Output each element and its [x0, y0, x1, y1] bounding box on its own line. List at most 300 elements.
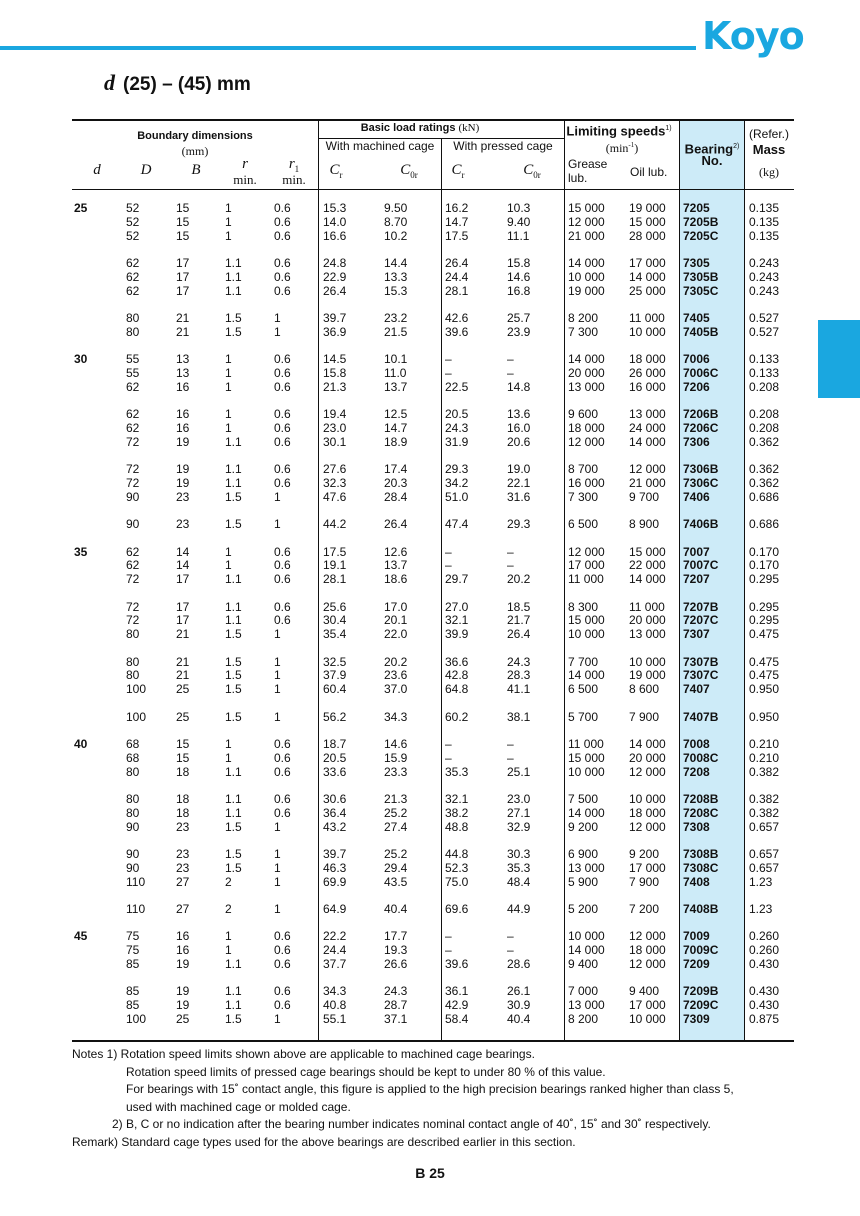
- bearing-no-cell: 7207B: [683, 599, 719, 614]
- col-d-header: d: [93, 162, 101, 178]
- c0r-machined-cell: 8.70: [384, 214, 408, 229]
- c0r-pressed-cell: 15.8: [507, 256, 531, 270]
- r-min-cell: 1.1: [225, 613, 242, 628]
- col-r1-symbol: r: [288, 156, 295, 172]
- cr-symbol: C: [329, 162, 340, 178]
- cr-pressed-cell: 27.0: [445, 599, 469, 614]
- outer-diameter-cell: 80: [126, 668, 140, 683]
- r-min-cell: 1.1: [225, 434, 242, 449]
- r1-min-cell: 0.6: [274, 434, 291, 449]
- cr-pressed-cell: 39.6: [445, 957, 469, 971]
- cr-pressed-cell: 64.8: [445, 682, 469, 697]
- c0r-pressed-cell: 28.3: [507, 668, 531, 683]
- r-min-cell: 1: [225, 737, 232, 751]
- bearing-no-cell: 7007: [683, 544, 710, 559]
- grease-speed-cell: 7 700: [568, 654, 599, 669]
- cr-machined-cell: 28.1: [323, 572, 347, 587]
- r-min-cell: 1.5: [225, 324, 242, 339]
- grease-speed-cell: 7 300: [568, 324, 599, 339]
- cr-machined-cell: 35.4: [323, 627, 347, 642]
- outer-diameter-cell: 75: [126, 929, 140, 944]
- r1-min-cell: 0.6: [274, 476, 291, 490]
- mass-cell: 0.210: [749, 737, 780, 751]
- r-min-cell: 1: [225, 407, 232, 422]
- bore-diameter-cell: 40: [74, 737, 88, 751]
- column-divider: [564, 120, 565, 1040]
- oil-speed-cell: 9 400: [629, 984, 660, 999]
- bearing-no-cell: 7205B: [683, 214, 719, 229]
- r-min-cell: 1: [225, 352, 232, 367]
- cr-pressed-cell: 52.3: [445, 860, 469, 875]
- oil-speed-cell: 18 000: [629, 943, 666, 958]
- mass-cell: 0.135: [749, 201, 780, 215]
- note-1-line-2: Rotation speed limits of pressed cage bearings should be kept to under 80 % of this value.: [126, 1064, 606, 1079]
- c0r-machined-cell: 15.3: [384, 283, 408, 298]
- width-cell: 19: [176, 984, 190, 999]
- mass-cell: 0.527: [749, 311, 780, 325]
- grease-speed-cell: 18 000: [568, 421, 605, 435]
- outer-diameter-cell: 62: [126, 283, 140, 298]
- cr-symbol: C: [451, 162, 462, 178]
- c0r-pressed-cell: 9.40: [507, 214, 531, 229]
- bearing-no-cell: 7009: [683, 929, 710, 944]
- table-bottom-rule: [72, 1040, 794, 1042]
- col-cr-pressed: [451, 164, 464, 182]
- cr-machined-cell: 39.7: [323, 311, 347, 325]
- r1-min-cell: 0.6: [274, 984, 291, 999]
- bearing-no-cell: 7405B: [683, 324, 719, 339]
- c0r-pressed-cell: 40.4: [507, 1012, 531, 1026]
- outer-diameter-cell: 62: [126, 544, 140, 559]
- width-cell: 19: [176, 998, 190, 1013]
- c0r-machined-cell: 34.3: [384, 709, 408, 724]
- oil-lub-header: Oil lub.: [630, 165, 668, 179]
- cr-pressed-cell: 42.6: [445, 311, 469, 325]
- cr-machined-cell: 22.9: [323, 269, 347, 284]
- r-min-cell: 1.5: [225, 668, 242, 683]
- oil-speed-cell: 8 600: [629, 682, 660, 697]
- oil-speed-cell: 14 000: [629, 269, 666, 284]
- outer-diameter-cell: 62: [126, 421, 140, 435]
- mass-cell: 0.950: [749, 682, 780, 697]
- r-min-cell: 1.5: [225, 819, 242, 834]
- c0r-machined-cell: 18.6: [384, 572, 408, 587]
- col-c0r-machined: [400, 164, 418, 182]
- cr-pressed-cell: 34.2: [445, 476, 469, 490]
- bearing-no-cell: 7208: [683, 764, 710, 779]
- r-min-cell: 1: [225, 366, 232, 380]
- r1-min-cell: 0.6: [274, 558, 291, 573]
- c0r-machined-cell: 13.3: [384, 269, 408, 284]
- cr-machined-cell: 37.7: [323, 957, 347, 971]
- cr-machined-cell: 19.1: [323, 558, 347, 573]
- bearing-no-cell: 7407: [683, 682, 710, 697]
- width-cell: 21: [176, 627, 190, 642]
- width-cell: 21: [176, 654, 190, 669]
- grease-speed-cell: 12 000: [568, 434, 605, 449]
- c0r-pressed-cell: –: [507, 750, 514, 765]
- width-cell: 16: [176, 929, 190, 944]
- width-cell: 27: [176, 874, 190, 889]
- cr-pressed-cell: 36.6: [445, 654, 469, 669]
- grease-speed-cell: 15 000: [568, 201, 605, 215]
- column-divider: [318, 120, 319, 1040]
- r1-min-cell: 0.6: [274, 201, 291, 215]
- grease-speed-cell: 11 000: [568, 572, 604, 587]
- c0r-machined-cell: 22.0: [384, 627, 408, 642]
- cr-pressed-cell: 32.1: [445, 792, 469, 806]
- cr-machined-cell: 14.0: [323, 214, 347, 229]
- r1-min-cell: 0.6: [274, 366, 291, 380]
- grease-speed-cell: 13 000: [568, 998, 605, 1013]
- cr-pressed-cell: –: [445, 929, 452, 944]
- oil-speed-cell: 10 000: [629, 324, 666, 339]
- grease-speed-cell: 10 000: [568, 269, 605, 284]
- width-cell: 15: [176, 737, 190, 751]
- r1-min-cell: 1: [274, 847, 281, 861]
- r-min-cell: 1: [225, 379, 232, 394]
- c0r-machined-cell: 25.2: [384, 847, 408, 861]
- outer-diameter-cell: 52: [126, 214, 140, 229]
- bearing-no-header: No.: [701, 153, 723, 168]
- cr-machined-cell: 60.4: [323, 682, 347, 697]
- cr-pressed-cell: 29.7: [445, 572, 469, 587]
- bearing-no-cell: 7406B: [683, 517, 719, 532]
- grease-speed-cell: 14 000: [568, 805, 605, 820]
- title-d-symbol: d: [104, 70, 115, 95]
- r1-min-cell: 0.6: [274, 572, 291, 587]
- cr-machined-cell: 39.7: [323, 847, 347, 861]
- c0r-machined-cell: 11.0: [384, 366, 407, 380]
- grease-speed-cell: 14 000: [568, 352, 605, 367]
- r1-min-cell: 0.6: [274, 228, 291, 243]
- cr-pressed-cell: 31.9: [445, 434, 469, 449]
- cr-pressed-cell: 69.6: [445, 902, 469, 916]
- c0r-pressed-cell: 31.6: [507, 489, 531, 504]
- mass-cell: 0.657: [749, 819, 780, 834]
- outer-diameter-cell: 62: [126, 379, 140, 394]
- col-B-header: B: [191, 162, 201, 178]
- c0r-pressed-cell: –: [507, 366, 514, 380]
- cr-pressed-cell: 75.0: [445, 874, 469, 889]
- cr-machined-cell: 17.5: [323, 544, 347, 559]
- c0r-pressed-cell: 11.1: [507, 228, 530, 243]
- outer-diameter-cell: 110: [126, 902, 146, 916]
- outer-diameter-cell: 62: [126, 269, 140, 284]
- r-min-cell: 1: [225, 558, 232, 573]
- c0r-machined-cell: 17.0: [384, 599, 408, 614]
- oil-speed-cell: 17 000: [629, 256, 666, 270]
- bearing-no-cell: 7306C: [683, 476, 719, 490]
- c0r-pressed-cell: 38.1: [507, 709, 531, 724]
- cr-pressed-cell: 47.4: [445, 517, 469, 532]
- width-cell: 19: [176, 476, 190, 490]
- outer-diameter-cell: 72: [126, 572, 140, 587]
- page-number: B 25: [415, 1165, 445, 1181]
- grease-speed-cell: 5 200: [568, 902, 599, 916]
- width-cell: 16: [176, 421, 190, 435]
- width-cell: 17: [176, 613, 190, 628]
- cr-machined-cell: 15.8: [323, 366, 347, 380]
- r-min-cell: 1.1: [225, 805, 242, 820]
- bearing-no-cell: 7309: [683, 1012, 710, 1026]
- outer-diameter-cell: 80: [126, 805, 140, 820]
- outer-diameter-cell: 72: [126, 599, 140, 614]
- mass-cell: 0.875: [749, 1012, 780, 1026]
- bearing-no-cell: 7009C: [683, 943, 719, 958]
- r-min-cell: 1.5: [225, 847, 242, 861]
- cr-machined-cell: 36.9: [323, 324, 347, 339]
- c0r-machined-cell: 37.0: [384, 682, 408, 697]
- col-r1-min: min.: [282, 172, 306, 187]
- machined-cage-header: With machined cage: [325, 139, 435, 153]
- r1-min-cell: 1: [274, 654, 281, 669]
- limiting-speeds-label: Limiting speeds: [566, 123, 666, 139]
- c0r-machined-cell: 29.4: [384, 860, 408, 875]
- bearing-no-cell: 7207: [683, 572, 710, 587]
- r-min-cell: 1.5: [225, 1012, 242, 1026]
- c0r-symbol: C: [400, 162, 411, 178]
- c0r-machined-cell: 10.2: [384, 228, 408, 243]
- load-ratings-header: [361, 122, 480, 135]
- grease-speed-cell: 14 000: [568, 943, 605, 958]
- bearing-no-cell: 7408B: [683, 902, 719, 916]
- bearing-no-cell: 7308: [683, 819, 710, 834]
- cr-machined-cell: 15.3: [323, 201, 347, 215]
- outer-diameter-cell: 110: [126, 874, 146, 889]
- cr-sub: r: [339, 170, 343, 180]
- bearing-no-cell: 7307B: [683, 654, 719, 669]
- width-cell: 19: [176, 957, 190, 971]
- cr-machined-cell: 20.5: [323, 750, 347, 765]
- c0r-pressed-cell: 44.9: [507, 902, 531, 916]
- outer-diameter-cell: 80: [126, 764, 140, 779]
- r-min-cell: 1: [225, 201, 232, 215]
- cr-machined-cell: 30.6: [323, 792, 347, 806]
- mass-cell: 0.260: [749, 943, 780, 958]
- mass-cell: 0.657: [749, 847, 780, 861]
- bearing-no-cell: 7006: [683, 352, 710, 367]
- header-accent-bar: [0, 46, 696, 50]
- outer-diameter-cell: 80: [126, 627, 140, 642]
- outer-diameter-cell: 90: [126, 517, 140, 532]
- bearing-no-cell: 7308B: [683, 847, 719, 861]
- r1-min-cell: 0.6: [274, 283, 291, 298]
- r-min-cell: 1.5: [225, 627, 242, 642]
- outer-diameter-cell: 100: [126, 1012, 147, 1026]
- limiting-unit-exp: -1: [628, 141, 635, 149]
- width-cell: 16: [176, 379, 190, 394]
- r1-min-cell: 1: [274, 874, 281, 889]
- r1-min-cell: 0.6: [274, 214, 291, 229]
- r1-min-cell: 0.6: [274, 407, 291, 422]
- r-min-cell: 1: [225, 929, 232, 944]
- mass-cell: 0.295: [749, 599, 780, 614]
- width-cell: 17: [176, 599, 190, 614]
- mass-cell: 0.170: [749, 544, 780, 559]
- width-cell: 17: [176, 572, 190, 587]
- oil-speed-cell: 14 000: [629, 572, 666, 587]
- cr-machined-cell: 30.1: [323, 434, 347, 449]
- r-min-cell: 1.1: [225, 599, 242, 614]
- cr-pressed-cell: 24.3: [445, 421, 469, 435]
- width-cell: 23: [176, 860, 190, 875]
- outer-diameter-cell: 62: [126, 407, 140, 422]
- bearing-no-cell: 7206C: [683, 421, 719, 435]
- r1-min-cell: 0.6: [274, 421, 291, 435]
- mass-cell: 0.527: [749, 324, 780, 339]
- pressed-cage-header: With pressed cage: [453, 139, 553, 153]
- mass-cell: 0.295: [749, 572, 780, 587]
- bearing-footnote: 2): [733, 143, 740, 150]
- cr-pressed-cell: 29.3: [445, 462, 469, 477]
- width-cell: 21: [176, 311, 190, 325]
- c0r-machined-cell: 13.7: [384, 558, 408, 573]
- outer-diameter-cell: 62: [126, 256, 140, 270]
- mass-cell: 0.362: [749, 462, 780, 477]
- c0r-machined-cell: 12.5: [384, 407, 408, 422]
- r-min-cell: 1: [225, 214, 232, 229]
- cr-machined-cell: 43.2: [323, 819, 347, 834]
- cr-pressed-cell: 26.4: [445, 256, 469, 270]
- r1-min-cell: 1: [274, 517, 281, 532]
- oil-speed-cell: 12 000: [629, 764, 666, 779]
- cr-pressed-cell: 14.7: [445, 214, 469, 229]
- bearing-no-cell: 7405: [683, 311, 710, 325]
- cr-pressed-cell: 22.5: [445, 379, 469, 394]
- r1-min-cell: 1: [274, 860, 281, 875]
- cr-pressed-cell: 32.1: [445, 613, 469, 628]
- width-cell: 15: [176, 201, 190, 215]
- bearing-no-cell: 7308C: [683, 860, 719, 875]
- r1-min-cell: 0.6: [274, 792, 291, 806]
- mass-cell: 0.243: [749, 283, 780, 298]
- r-min-cell: 1.1: [225, 792, 242, 806]
- cr-pressed-cell: 51.0: [445, 489, 469, 504]
- grease-speed-cell: 5 900: [568, 874, 599, 889]
- outer-diameter-cell: 90: [126, 489, 140, 504]
- mass-cell: 0.430: [749, 957, 780, 971]
- c0r-machined-cell: 23.2: [384, 311, 408, 325]
- bore-diameter-cell: 25: [74, 201, 88, 215]
- bearing-no-cell: 7305: [683, 256, 710, 270]
- c0r-machined-cell: 40.4: [384, 902, 408, 916]
- mass-cell: 0.135: [749, 228, 780, 243]
- note-1-line-3: For bearings with 15˚ contact angle, this figure is applied to the high precision bearings ranked higher than class 5,: [126, 1082, 734, 1096]
- oil-speed-cell: 21 000: [629, 476, 666, 490]
- outer-diameter-cell: 52: [126, 228, 140, 243]
- cr-pressed-cell: 35.3: [445, 764, 469, 779]
- r1-min-cell: 0.6: [274, 943, 291, 958]
- width-cell: 18: [176, 805, 190, 820]
- cr-machined-cell: 32.3: [323, 476, 347, 490]
- grease-speed-cell: 11 000: [568, 737, 604, 751]
- oil-speed-cell: 22 000: [629, 558, 666, 573]
- c0r-sub: 0r: [410, 170, 418, 180]
- mass-cell: 0.657: [749, 860, 780, 875]
- grease-speed-cell: 10 000: [568, 627, 605, 642]
- width-cell: 14: [176, 558, 190, 573]
- r1-min-cell: 0.6: [274, 613, 291, 628]
- outer-diameter-cell: 90: [126, 847, 140, 861]
- mass-unit: (kg): [759, 165, 779, 179]
- outer-diameter-cell: 62: [126, 558, 140, 573]
- section-tab-marker: [818, 320, 860, 398]
- width-cell: 23: [176, 517, 190, 532]
- bearing-no-cell: 7407B: [683, 709, 719, 724]
- col-r-min: min.: [233, 172, 257, 187]
- oil-speed-cell: 17 000: [629, 860, 666, 875]
- mass-cell: 0.382: [749, 805, 780, 820]
- grease-speed-cell: 6 500: [568, 682, 599, 697]
- col-r-header: r: [242, 156, 248, 172]
- outer-diameter-cell: 72: [126, 476, 140, 490]
- c0r-machined-cell: 23.6: [384, 668, 408, 683]
- c0r-machined-cell: 17.4: [384, 462, 408, 477]
- c0r-pressed-cell: 26.1: [507, 984, 531, 999]
- refer-header: (Refer.): [748, 127, 790, 141]
- c0r-pressed-cell: 26.4: [507, 627, 531, 642]
- grease-speed-cell: 19 000: [568, 283, 605, 298]
- boundary-unit: (mm): [181, 144, 209, 158]
- outer-diameter-cell: 55: [126, 352, 140, 367]
- r1-min-cell: 0.6: [274, 737, 291, 751]
- grease-speed-cell: 9 400: [568, 957, 599, 971]
- c0r-pressed-cell: 30.3: [507, 847, 531, 861]
- width-cell: 23: [176, 489, 190, 504]
- grease-lub-header: Grease: [568, 157, 608, 171]
- c0r-machined-cell: 25.2: [384, 805, 408, 820]
- oil-speed-cell: 12 000: [629, 929, 666, 944]
- r-min-cell: 1.1: [225, 269, 242, 284]
- mass-cell: 0.686: [749, 517, 780, 532]
- mass-cell: 0.475: [749, 668, 780, 683]
- c0r-pressed-cell: 19.0: [507, 462, 531, 477]
- width-cell: 21: [176, 324, 190, 339]
- r1-min-cell: 1: [274, 902, 281, 916]
- cr-pressed-cell: –: [445, 352, 452, 367]
- oil-speed-cell: 13 000: [629, 627, 666, 642]
- r1-min-cell: 1: [274, 627, 281, 642]
- oil-speed-cell: 7 200: [629, 902, 660, 916]
- r1-min-cell: 0.6: [274, 269, 291, 284]
- width-cell: 13: [176, 366, 190, 380]
- width-cell: 19: [176, 462, 190, 477]
- grease-speed-cell: 6 500: [568, 517, 599, 532]
- oil-speed-cell: 20 000: [629, 750, 666, 765]
- c0r-pressed-cell: 21.7: [507, 613, 531, 628]
- cr-pressed-cell: 42.8: [445, 668, 469, 683]
- oil-speed-cell: 8 900: [629, 517, 660, 532]
- bearing-no-cell: 7209: [683, 957, 710, 971]
- mass-cell: 0.170: [749, 558, 780, 573]
- cr-pressed-cell: 39.6: [445, 324, 469, 339]
- c0r-pressed-cell: –: [507, 737, 514, 751]
- c0r-pressed-cell: –: [507, 943, 514, 958]
- grease-speed-cell: 6 900: [568, 847, 599, 861]
- cr-machined-cell: 44.2: [323, 517, 347, 532]
- mass-cell: 0.475: [749, 627, 780, 642]
- limiting-unit: [606, 139, 639, 155]
- oil-speed-cell: 14 000: [629, 737, 666, 751]
- outer-diameter-cell: 85: [126, 957, 140, 971]
- grease-speed-cell: 10 000: [568, 929, 605, 944]
- cr-machined-cell: 47.6: [323, 489, 347, 504]
- limiting-footnote: 1): [665, 125, 672, 132]
- cr-pressed-cell: 24.4: [445, 269, 469, 284]
- cr-pressed-cell: 44.8: [445, 847, 469, 861]
- limiting-unit-close: ): [634, 141, 639, 155]
